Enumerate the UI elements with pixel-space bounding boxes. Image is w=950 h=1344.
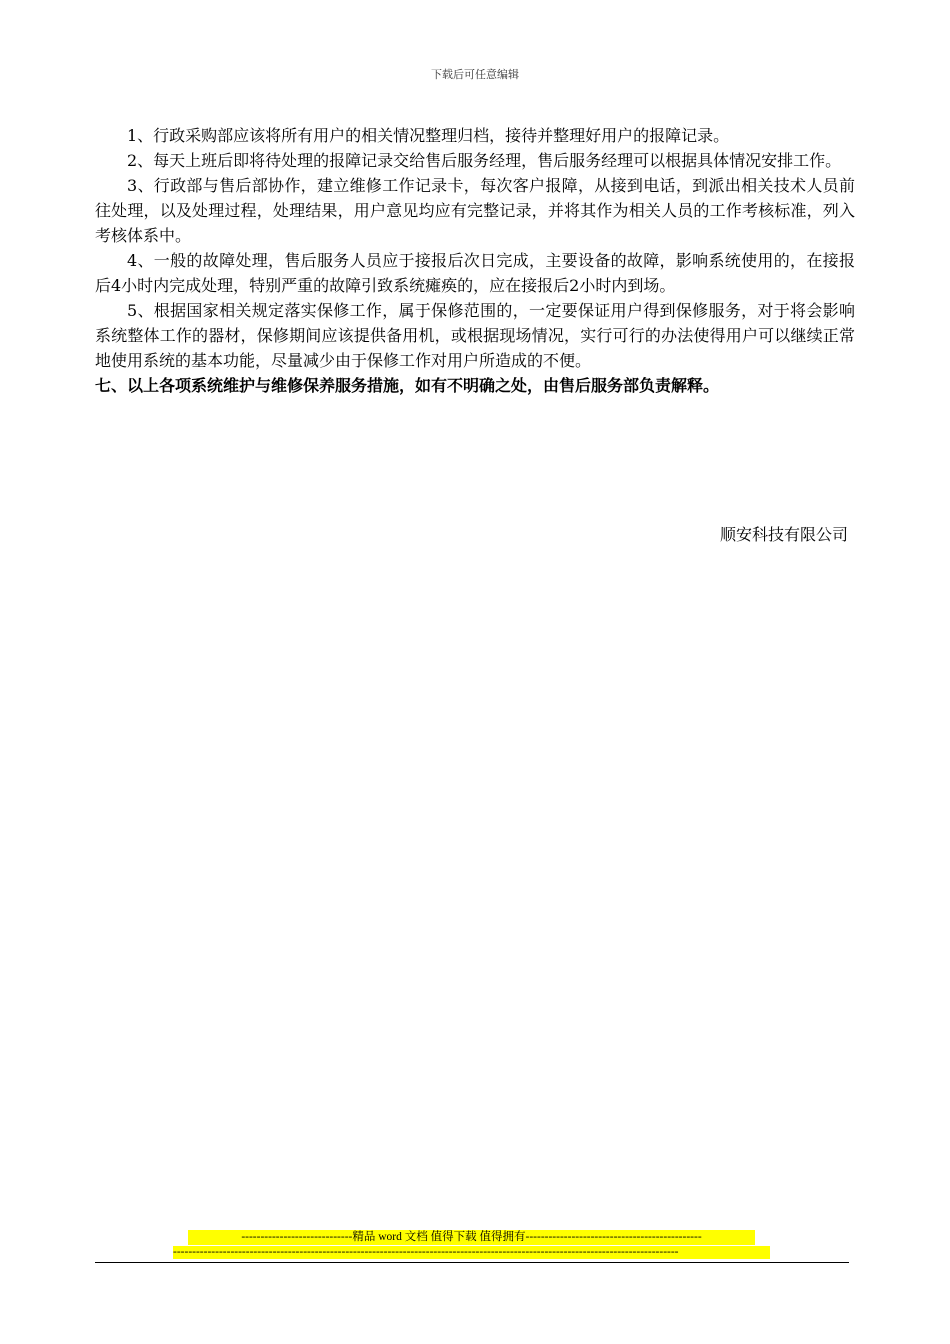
company-signature: 顺安科技有限公司 bbox=[719, 525, 848, 544]
document-body bbox=[95, 123, 855, 398]
paragraph-3: 3、行政部与售后部协作，建立维修工作记录卡，每次客户报障，从接到电话，到派出相关技术人员前往处理，以及处理过程，处理结果，用户意见均应有完整记录，并将其作为相关人员的工作考核标准，列入考核体系中。 bbox=[95, 176, 855, 245]
paragraph-5: 5、根据国家相关规定落实保修工作，属于保修范围的，一定要保证用户得到保修服务，对于将会影响系统整体工作的器材，保修期间应该提供备用机，或根据现场情况，实行可行的办法使得用户可以继续正常地使用系统的基本功能，尽量减少由于保修工作对用户所造成的不便。 bbox=[95, 301, 855, 370]
paragraph-4: 4、一般的故障处理，售后服务人员应于接报后次日完成，主要设备的故障，影响系统使用的，在接报后4小时内完成处理，特别严重的故障引致系统瘫痪的，应在接报后2小时内到场。 bbox=[95, 251, 855, 295]
header-note: 下载后可任意编辑 bbox=[431, 68, 519, 81]
closing-statement: 七、以上各项系统维护与维修保养服务措施，如有不明确之处，由售后服务部负责解释。 bbox=[95, 376, 720, 395]
footer-rule bbox=[95, 1262, 849, 1263]
paragraph-2: 2、每天上班后即将待处理的报障记录交给售后服务经理，售后服务经理可以根据具体情况安排工作。 bbox=[127, 151, 842, 170]
footer-banner-line: -----------------------------精品 word 文档 值得下载 值得拥有---------------------------------------------- bbox=[188, 1230, 755, 1245]
paragraph-1: 1、行政采购部应该将所有用户的相关情况整理归档，接待并整理好用户的报障记录。 bbox=[127, 126, 730, 145]
footer-dash-line: ------------------------------------------------------------------------------------------------------------------------------------ bbox=[173, 1246, 770, 1259]
